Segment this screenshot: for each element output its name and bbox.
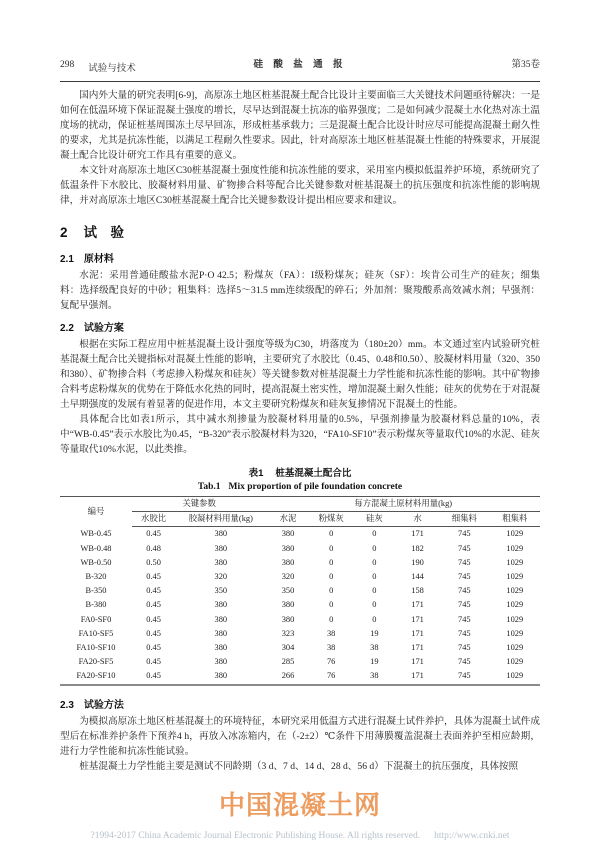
volume-label: 第35卷 bbox=[511, 60, 540, 70]
table-cell: 0.45 bbox=[146, 586, 161, 596]
table-cell: 1029 bbox=[506, 628, 524, 638]
table-cell: 0.50 bbox=[146, 557, 161, 567]
table-cell: 0.45 bbox=[146, 671, 161, 681]
table-caption-zh-number: 表1 bbox=[248, 468, 264, 479]
table-cell: 19 bbox=[370, 657, 379, 667]
section-2-2-number: 2.2 bbox=[60, 323, 74, 334]
table-cell: 0 bbox=[372, 543, 377, 553]
table-cell: 380 bbox=[214, 657, 228, 667]
section-2-1-title: 原材料 bbox=[83, 254, 114, 265]
table-cell: 171 bbox=[411, 643, 424, 653]
table-cell: 745 bbox=[458, 557, 471, 567]
table-subheader-row bbox=[60, 512, 540, 527]
table-caption-en-text: Mix proportion of pile foundation concrete bbox=[228, 482, 403, 492]
section-2-2-title: 试验方案 bbox=[83, 323, 124, 334]
table-cell: 1029 bbox=[506, 557, 524, 567]
paragraph-2-2-b: 具体配合比如表1所示，其中减水剂掺量为胶凝材料用量的0.5%，早强剂掺量为胶凝材料总量的10%，表中“WB-0.45”表示水胶比为0.45，“B-320”表示胶凝材料为320，“FA10-SF10”表示粉煤灰等量取代10%的水泥、硅灰等量取代10%水泥，以此类推。 bbox=[60, 414, 540, 455]
table-cell: 171 bbox=[411, 628, 424, 638]
table-row bbox=[60, 527, 540, 542]
table-cell: 0 bbox=[372, 557, 377, 567]
table-cell: 171 bbox=[411, 529, 424, 539]
table-cell: 745 bbox=[458, 657, 471, 667]
table-cell: 320 bbox=[214, 572, 228, 582]
table-cell: 0 bbox=[372, 572, 377, 582]
paragraph-intro-1: 国内外大量的研究表明[6-9]，高原冻土地区桩基混凝土配合比设计主要面临三大关键技术问题亟待解决：一是如何在低温环境下保证混凝土强度的增长，尽早达到混凝土抗冻的临界强度；二是如何减少混凝土水化热对冻土温度场的扰动，保证桩基周围冻土尽早回冻，形成桩基承载力；三是混凝土配合比设计时应尽可能提高混凝土耐久性的要求，尤其是抗冻性能，以满足工程耐久性要求。因此，针对高原冻土地区桩基混凝土性能的特殊要求，开展混凝土配合比设计研究工作具有重要的意义。 bbox=[60, 90, 540, 161]
table-cell: 171 bbox=[411, 600, 424, 610]
paragraph-2-3-a: 为模拟高原冻土地区桩基混凝土的环境特征，本研究采用低温方式进行混凝土试件养护，具体为混凝土试件成型后在标准养护条件下预养4 h，再放入冰冻箱内，在（-2±2）℃条件下用薄膜覆盖混凝土表面养护至相应龄期，进行力学性能和抗冻性能试验。 bbox=[60, 715, 540, 757]
table-cell: 0.45 bbox=[146, 628, 161, 638]
table-cell: 158 bbox=[411, 586, 424, 596]
table-cell: 745 bbox=[458, 529, 471, 539]
table-cell: 190 bbox=[411, 557, 424, 567]
table-cell: 0 bbox=[329, 614, 334, 624]
col-header-cement: 水泥 bbox=[266, 512, 309, 527]
table-row bbox=[60, 655, 540, 669]
table-cell: 745 bbox=[458, 600, 471, 610]
table-cell: 1029 bbox=[506, 671, 524, 681]
running-header bbox=[60, 56, 540, 82]
copyright-text: ?1994-2017 China Academic Journal Electronic Publishing House. All rights reserved. bbox=[90, 831, 421, 841]
section-2-3-title: 试验方法 bbox=[83, 699, 124, 711]
table-row bbox=[60, 627, 540, 641]
table-cell: 380 bbox=[281, 557, 295, 567]
col-header-id: 编号 bbox=[87, 506, 105, 516]
table-cell: 1029 bbox=[506, 614, 524, 624]
table-cell: 0.48 bbox=[146, 543, 161, 553]
table-cell: B-320 bbox=[85, 572, 107, 582]
table-cell: 76 bbox=[326, 671, 336, 681]
copyright-line bbox=[0, 831, 600, 841]
table-cell: 380 bbox=[214, 600, 228, 610]
table-caption-zh bbox=[60, 465, 540, 479]
table-cell: 380 bbox=[214, 643, 228, 653]
table-body bbox=[60, 527, 540, 685]
section-2-1-number: 2.1 bbox=[60, 254, 74, 265]
table-cell: 320 bbox=[281, 572, 295, 582]
table-cell: 0.45 bbox=[146, 657, 161, 667]
table-cell: 380 bbox=[214, 557, 228, 567]
journal-title: 硅 酸 盐 通 报 bbox=[253, 60, 347, 70]
section-2-3-heading bbox=[60, 696, 540, 711]
paragraph-2-1: 水泥：采用普通硅酸盐水泥P·O 42.5；粉煤灰（FA）：I级粉煤灰；硅灰（SF）：埃肯公司生产的硅灰；细集料：选择级配良好的中砂；粗集料：选择5～31.5 mm连续级配的碎石；外加剂：聚羧酸系高效减水剂；早强剂：复配早强剂。 bbox=[60, 270, 540, 311]
table-cell: 38 bbox=[370, 643, 379, 653]
section-2-3-number: 2.3 bbox=[60, 699, 74, 711]
col-header-water: 水 bbox=[396, 512, 439, 527]
col-group-key-params: 关键参数 bbox=[132, 497, 266, 512]
table-cell: 745 bbox=[458, 614, 471, 624]
table-cell: 285 bbox=[281, 657, 295, 667]
table-cell: 0 bbox=[329, 600, 334, 610]
table-cell: 380 bbox=[281, 543, 295, 553]
table-cell: B-350 bbox=[85, 586, 107, 596]
table-row bbox=[60, 584, 540, 598]
table-cell: 0 bbox=[372, 600, 377, 610]
table-cell: 266 bbox=[281, 671, 295, 681]
table-cell: 380 bbox=[214, 543, 228, 553]
table-cell: 745 bbox=[458, 671, 471, 681]
table-caption-zh-text: 桩基混凝土配合比 bbox=[275, 468, 352, 479]
table-cell: 1029 bbox=[506, 586, 524, 596]
paragraph-intro-2: 本文针对高原冻土地区C30桩基混凝土强度性能和抗冻性能的要求，采用室内模拟低温养护环境，系统研究了低温条件下水胶比、胶凝材料用量、矿物掺合料等配合比关键参数对桩基混凝土的抗压强度和抗冻性能的影响规律，并对高原冻土地区C30桩基混凝土配合比关键参数设计提出相应要求和建议。 bbox=[60, 165, 540, 206]
table-cell: 323 bbox=[281, 628, 295, 638]
table-cell: 1029 bbox=[506, 529, 524, 539]
table-group-header-row bbox=[60, 497, 540, 512]
table-cell: 0 bbox=[329, 543, 334, 553]
table-cell: 171 bbox=[411, 614, 424, 624]
table-cell: 745 bbox=[458, 628, 471, 638]
table-cell: 380 bbox=[214, 529, 228, 539]
table-cell: 380 bbox=[281, 600, 295, 610]
table-cell: 745 bbox=[458, 543, 471, 553]
table-cell: 171 bbox=[411, 671, 424, 681]
table-caption-en-number: Tab.1 bbox=[197, 482, 221, 492]
table-cell: 380 bbox=[281, 529, 295, 539]
table-cell: 0 bbox=[372, 586, 377, 596]
col-header-silica-fume: 硅灰 bbox=[353, 512, 396, 527]
table-row bbox=[60, 598, 540, 612]
section-2-heading bbox=[60, 221, 540, 241]
table-cell: 380 bbox=[214, 614, 228, 624]
table-cell: 38 bbox=[326, 628, 336, 638]
table-cell: WB-0.45 bbox=[80, 529, 112, 539]
col-header-fine-agg: 细集料 bbox=[439, 512, 489, 527]
table-cell: 0 bbox=[329, 572, 334, 582]
table-cell: FA10-SF5 bbox=[78, 628, 114, 638]
table-cell: 1029 bbox=[506, 643, 524, 653]
table-cell: 1029 bbox=[506, 543, 524, 553]
table-cell: 0 bbox=[372, 529, 377, 539]
intro-block bbox=[60, 88, 540, 208]
table-row bbox=[60, 542, 540, 556]
table-cell: 1029 bbox=[506, 657, 524, 667]
table-cell: 380 bbox=[214, 671, 228, 681]
table-cell: 171 bbox=[411, 657, 424, 667]
col-group-materials: 每方混凝土原材料用量(kg) bbox=[266, 497, 540, 512]
table-cell: WB-0.48 bbox=[80, 543, 112, 553]
table-cell: 745 bbox=[458, 586, 471, 596]
paragraph-2-3-b: 桩基混凝土力学性能主要是测试不同龄期（3 d、7 d、14 d、28 d、56 d）下混凝土的抗压强度，具体按照 bbox=[79, 760, 519, 772]
table-row bbox=[60, 669, 540, 684]
running-header-left bbox=[60, 60, 210, 74]
table-cell: 0 bbox=[372, 614, 377, 624]
table-cell: 350 bbox=[214, 586, 228, 596]
section-2-number: 2 bbox=[60, 225, 68, 240]
table-head bbox=[60, 497, 540, 527]
copyright-url: http://www.cnki.net bbox=[434, 831, 510, 841]
page-number: 298 bbox=[60, 60, 75, 70]
table-cell: 0.45 bbox=[146, 614, 161, 624]
table-cell: 0.45 bbox=[146, 572, 161, 582]
table-row bbox=[60, 613, 540, 627]
mix-proportion-table bbox=[60, 496, 540, 686]
table-cell: FA0-SF0 bbox=[80, 614, 112, 624]
table-cell: 1029 bbox=[506, 600, 524, 610]
table-cell: 745 bbox=[458, 572, 471, 582]
table-cell: 380 bbox=[214, 628, 228, 638]
table-cell: 38 bbox=[326, 643, 336, 653]
table-cell: 0.45 bbox=[146, 600, 161, 610]
table-cell: 350 bbox=[281, 586, 295, 596]
table-cell: 1029 bbox=[506, 572, 524, 582]
col-header-binder: 胶凝材料用量(kg) bbox=[175, 512, 266, 527]
table-cell: 304 bbox=[281, 643, 295, 653]
table-row bbox=[60, 556, 540, 570]
table-cell: WB-0.50 bbox=[80, 557, 112, 567]
section-2-1-heading bbox=[60, 250, 540, 265]
table-row bbox=[60, 641, 540, 655]
table-cell: 144 bbox=[411, 572, 424, 582]
table-caption-en bbox=[60, 482, 540, 492]
table-cell: FA20-SF5 bbox=[78, 657, 114, 667]
column-label: 试验与技术 bbox=[88, 64, 136, 74]
col-header-fly-ash: 粉煤灰 bbox=[310, 512, 353, 527]
table-cell: 0 bbox=[329, 586, 334, 596]
table-cell: 76 bbox=[326, 657, 336, 667]
col-header-coarse-agg: 粗集料 bbox=[490, 512, 540, 527]
table-cell: 380 bbox=[281, 614, 295, 624]
table-cell: 0.45 bbox=[146, 643, 161, 653]
table-cell: 745 bbox=[458, 643, 471, 653]
table-cell: 0 bbox=[329, 557, 334, 567]
table-cell: 182 bbox=[411, 543, 424, 553]
section-2-title: 试 验 bbox=[83, 225, 125, 240]
section-2-2-heading bbox=[60, 319, 540, 334]
table-cell: 0 bbox=[329, 529, 334, 539]
table-cell: 38 bbox=[370, 671, 379, 681]
paragraph-2-2-a: 根据在实际工程应用中桩基混凝土设计强度等级为C30，坍落度为（180±20）mm。本文通过室内试验研究桩基混凝土配合比关键指标对混凝土性能的影响，主要研究了水胶比（0.45、0.48和0.50）、胶凝材料用量（320、350和380）、矿物掺合料（考虑掺入粉煤灰和硅灰）等关键参数对桩基混凝土力学性能和抗冻性能的影响。其中矿物掺合料考虑粉煤灰的优势在于降低水化热的同时，提高混凝土密实性，增加混凝土耐久性能；硅灰的优势在于对混凝土早期强度的发展有着显著的促进作用，本文主要研究粉煤灰和硅灰复掺情况下混凝土的性能。 bbox=[60, 339, 540, 410]
table-row bbox=[60, 570, 540, 584]
col-header-wb-ratio: 水胶比 bbox=[132, 512, 175, 527]
table-cell: B-380 bbox=[85, 600, 107, 610]
watermark-logo: 中国混凝土网 bbox=[218, 790, 381, 820]
table-cell: FA20-SF10 bbox=[76, 671, 116, 681]
table-cell: FA10-SF10 bbox=[76, 643, 116, 653]
table-cell: 0.45 bbox=[146, 529, 161, 539]
table-cell: 19 bbox=[370, 628, 379, 638]
